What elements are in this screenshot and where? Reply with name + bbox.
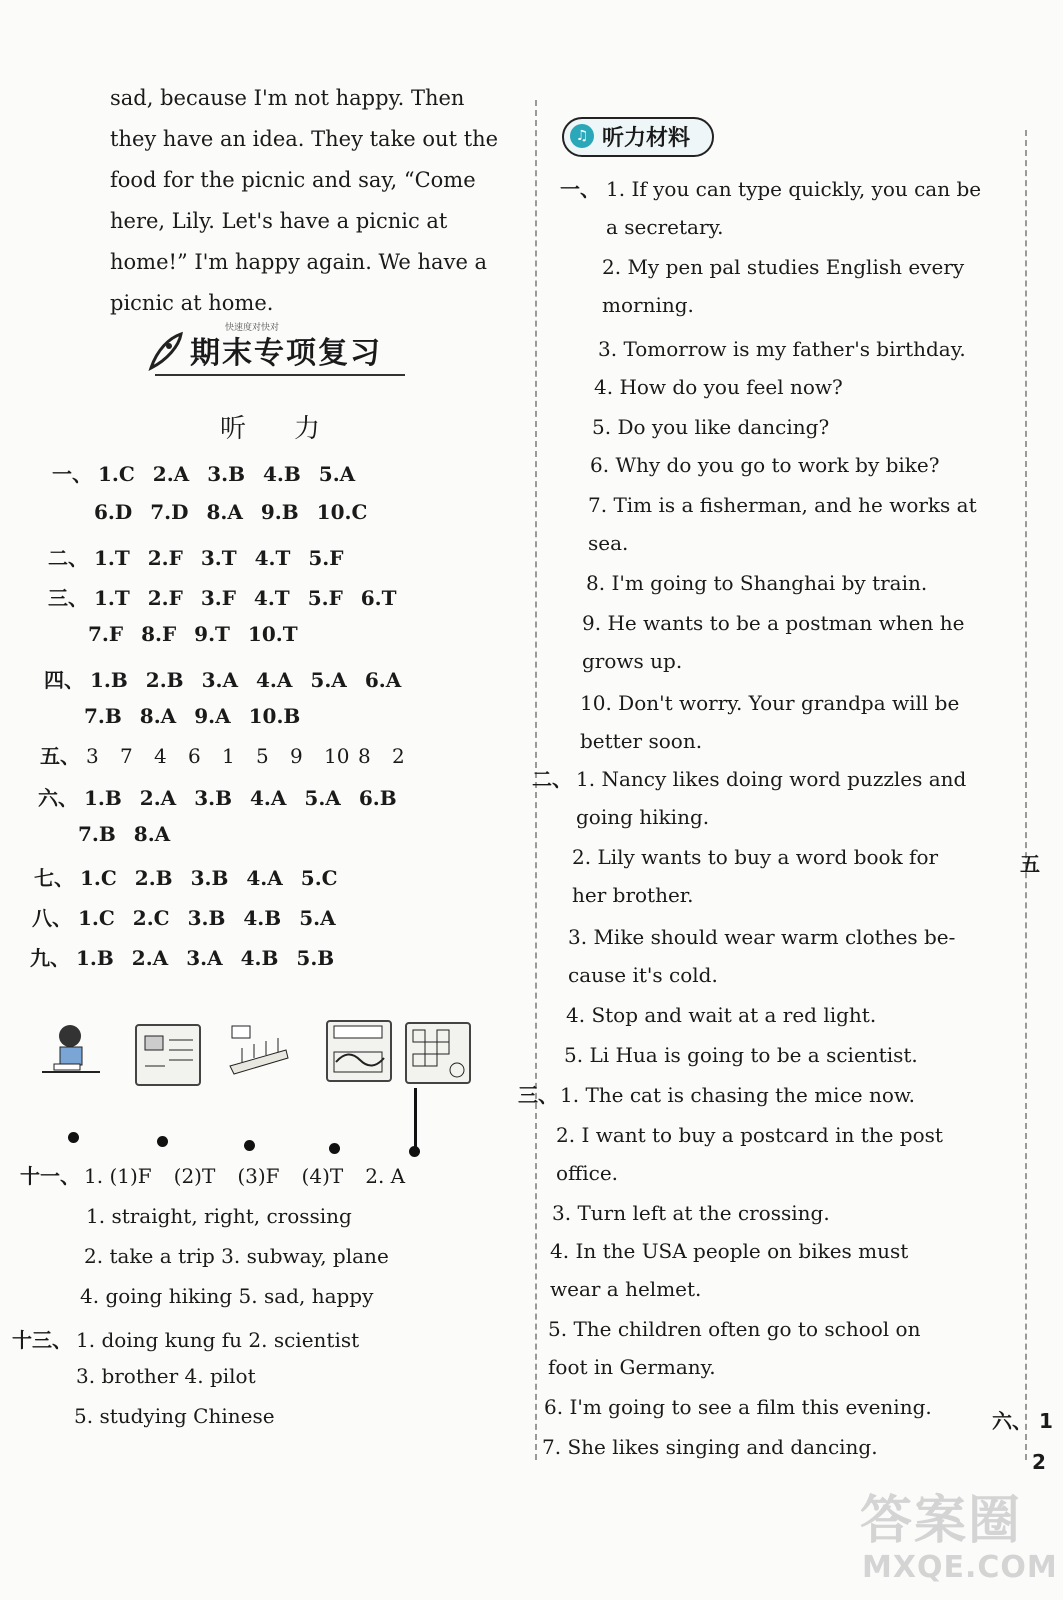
twelve-line: 4. going hiking 5. sad, happy bbox=[80, 1284, 374, 1308]
crossword-icon bbox=[405, 1022, 471, 1084]
seq-value: 4 bbox=[154, 744, 167, 768]
eleven-item: 2. A bbox=[365, 1164, 406, 1188]
match-dot bbox=[244, 1140, 255, 1151]
answer-item: 4.A bbox=[250, 786, 287, 810]
answer-item: 4.A bbox=[256, 668, 293, 692]
banner-title: 期末专项复习 bbox=[190, 336, 382, 371]
answer-item: 4.A bbox=[246, 866, 283, 890]
answer-row-label: 三、 bbox=[48, 586, 88, 610]
answer-item: 8.A bbox=[139, 704, 177, 728]
answer-row bbox=[32, 902, 354, 931]
page-number: 2 bbox=[1032, 1450, 1046, 1474]
answer-row-label: 六、 bbox=[38, 786, 78, 810]
watermark-logo-text: 答案圈 bbox=[860, 1491, 1023, 1551]
answer-item: 6.T bbox=[360, 586, 397, 610]
answer-row bbox=[94, 500, 385, 524]
script-sentence: 2. I want to buy a postcard in the post office. bbox=[556, 1123, 943, 1185]
answer-item: 3.T bbox=[200, 546, 237, 570]
answer-item: 1.C bbox=[98, 462, 135, 486]
rocket-icon bbox=[145, 330, 185, 374]
match-dot bbox=[68, 1132, 79, 1143]
seq-value: 8 bbox=[358, 744, 371, 768]
answer-item: 1.B bbox=[76, 946, 114, 970]
answer-row bbox=[44, 664, 419, 693]
answer-item: 5.B bbox=[296, 946, 335, 970]
script-sentence: 7. Tim is a fisherman, and he works at sea. bbox=[588, 493, 977, 555]
answer-row-label: 四、 bbox=[44, 668, 84, 692]
edge-label-five: 五 bbox=[1020, 852, 1040, 876]
watermark-url: MXQE.COM bbox=[862, 1550, 1058, 1585]
answer-item: 3.F bbox=[200, 586, 236, 610]
answer-item: 3.A bbox=[201, 668, 238, 692]
answer-item: 8.A bbox=[133, 822, 171, 846]
script-section-label: 一、 bbox=[560, 177, 600, 201]
eleven-item: (4)T bbox=[301, 1164, 344, 1188]
seq-value: 9 bbox=[290, 744, 303, 768]
match-dot bbox=[157, 1136, 168, 1147]
answer-item: 4.T bbox=[254, 546, 291, 570]
answer-item: 4.T bbox=[253, 586, 290, 610]
answer-row-label: 七、 bbox=[34, 866, 74, 890]
thirteen-line: 1. doing kung fu 2. scientist bbox=[76, 1328, 360, 1352]
answer-item: 4.B bbox=[240, 946, 279, 970]
script-sentence: 5. Li Hua is going to be a scientist. bbox=[564, 1043, 918, 1067]
answer-item: 9.B bbox=[260, 500, 299, 524]
answer-item: 1.C bbox=[78, 906, 115, 930]
script-sentence: 3. Mike should wear warm clothes be- cause it's cold. bbox=[568, 925, 956, 987]
answer-item: 10.C bbox=[316, 500, 368, 524]
twelve-line: 1. straight, right, crossing bbox=[86, 1204, 352, 1228]
answer-item: 7.B bbox=[78, 822, 116, 846]
answer-item: 10.B bbox=[248, 704, 301, 728]
script-sentence: 3. Tomorrow is my father's birthday. bbox=[598, 337, 966, 361]
watermark bbox=[850, 1478, 1058, 1593]
seq-value: 1 bbox=[222, 744, 235, 768]
script-sentence: 7. She likes singing and dancing. bbox=[542, 1435, 878, 1459]
answer-item: 2.F bbox=[147, 546, 183, 570]
answer-item: 5.A bbox=[318, 462, 356, 486]
answer-item: 4.B bbox=[263, 462, 301, 486]
eleven-item: (2)T bbox=[173, 1164, 216, 1188]
answer-item: 1.B bbox=[84, 786, 122, 810]
script-sentence: 1. Nancy likes doing word puzzles and going hiking. bbox=[576, 767, 967, 829]
answer-item: 1.T bbox=[94, 586, 130, 610]
twelve-line: 2. take a trip 3. subway, plane bbox=[84, 1244, 389, 1268]
answer-row-label: 二、 bbox=[48, 546, 88, 570]
answer-row bbox=[48, 582, 415, 611]
script-sentence: 2. Lily wants to buy a word book for her brother. bbox=[572, 845, 939, 907]
answer-item: 4.B bbox=[243, 906, 282, 930]
match-dot bbox=[329, 1143, 340, 1154]
banner-subtitle: 快速度对快对 bbox=[225, 323, 280, 333]
answer-item: 6.A bbox=[364, 668, 402, 692]
answer-item: 3.B bbox=[190, 866, 229, 890]
answer-item: 2.C bbox=[132, 906, 170, 930]
answer-item: 2.F bbox=[147, 586, 183, 610]
script-sentence: 1. The cat is chasing the mice now. bbox=[560, 1083, 915, 1107]
thirteen-line: 5. studying Chinese bbox=[74, 1404, 275, 1428]
headphones-icon: ♫ bbox=[570, 124, 594, 148]
script-sentence: 5. The children often go to school on foot in Germany. bbox=[548, 1317, 921, 1379]
seq-value: 10 bbox=[324, 744, 350, 768]
book-cover-icon bbox=[326, 1020, 392, 1082]
answer-item: 2.A bbox=[152, 462, 190, 486]
answer-item: 3.A bbox=[186, 946, 223, 970]
answer-item: 9.T bbox=[194, 622, 230, 646]
script-section-label: 二、 bbox=[532, 767, 572, 791]
answer-item: 7.B bbox=[84, 704, 122, 728]
answer-item: 5.C bbox=[300, 866, 338, 890]
answer-row-label: 九、 bbox=[30, 946, 70, 970]
listening-heading: 听力 bbox=[220, 414, 369, 444]
answer-item: 10.T bbox=[247, 622, 298, 646]
eleven-item: 1. (1)F bbox=[84, 1164, 152, 1188]
seq-value: 5 bbox=[256, 744, 269, 768]
script-sentence: 4. In the USA people on bikes must wear a helmet. bbox=[550, 1239, 909, 1301]
review-banner bbox=[145, 322, 405, 380]
script-sentence: 5. Do you like dancing? bbox=[592, 415, 830, 439]
answer-item: 3.B bbox=[207, 462, 245, 486]
script-sentence: 9. He wants to be a postman when he grows up. bbox=[582, 611, 965, 673]
eleven-item: (3)F bbox=[237, 1164, 280, 1188]
answer-row bbox=[38, 782, 415, 811]
answer-item: 1.T bbox=[94, 546, 130, 570]
answer-item: 2.B bbox=[134, 866, 173, 890]
match-line bbox=[414, 1088, 417, 1148]
answer-item: 8.F bbox=[141, 622, 177, 646]
answer-item: 6.B bbox=[358, 786, 397, 810]
script-sentence: 3. Turn left at the crossing. bbox=[552, 1201, 830, 1225]
script-sentence: 1. If you can type quickly, you can be a secretary. bbox=[606, 177, 982, 239]
thirteen-line: 3. brother 4. pilot bbox=[76, 1364, 256, 1388]
script-sentence: 2. My pen pal studies English every morning. bbox=[602, 255, 965, 317]
sequence-label: 五、 bbox=[40, 744, 80, 768]
script-sentence: 10. Don't worry. Your grandpa will be better soon. bbox=[580, 691, 960, 753]
seq-value: 7 bbox=[120, 744, 133, 768]
section-thirteen bbox=[12, 1324, 359, 1353]
answer-item: 3.B bbox=[187, 906, 226, 930]
answer-item: 6.D bbox=[94, 500, 133, 524]
answer-item: 1.C bbox=[80, 866, 117, 890]
answer-item: 2.A bbox=[131, 946, 169, 970]
postcard-icon bbox=[135, 1024, 201, 1086]
answer-item: 5.F bbox=[308, 546, 344, 570]
script-sentence: 6. I'm going to see a film this evening. bbox=[544, 1395, 932, 1419]
answer-item: 5.A bbox=[304, 786, 341, 810]
section-eleven bbox=[20, 1160, 405, 1189]
section-title: 听力材料 bbox=[602, 126, 691, 151]
answer-row bbox=[48, 542, 361, 571]
script-sentence: 6. Why do you go to work by bike? bbox=[590, 453, 940, 477]
answer-item: 3.B bbox=[194, 786, 232, 810]
answer-row bbox=[78, 822, 188, 846]
boy-reading-icon bbox=[40, 1020, 102, 1078]
seq-value: 2 bbox=[392, 744, 405, 768]
left-column bbox=[0, 0, 530, 1600]
picture-row bbox=[30, 1018, 470, 1088]
eleven-label: 十一、 bbox=[20, 1164, 80, 1188]
answer-item: 7.F bbox=[88, 622, 124, 646]
seq-value: 6 bbox=[188, 744, 201, 768]
answer-item: 2.A bbox=[139, 786, 177, 810]
column-divider bbox=[1025, 130, 1027, 1460]
answer-item: 2.B bbox=[145, 668, 184, 692]
script-sentence: 4. How do you feel now? bbox=[594, 375, 843, 399]
answer-item: 7.D bbox=[150, 500, 189, 524]
seq-value: 3 bbox=[86, 744, 99, 768]
answer-row bbox=[30, 942, 352, 971]
script-section-label: 三、 bbox=[518, 1083, 558, 1107]
edge-label-six: 六、 1 bbox=[992, 1409, 1053, 1433]
answer-row bbox=[84, 704, 318, 728]
listening-material-title bbox=[562, 117, 714, 157]
answer-row bbox=[34, 862, 356, 891]
story-paragraph: sad, because I'm not happy. Then they have an idea. They take out the food for the picnic and say, “Come here, Lily. Let's have a picnic at home!” I'm happy again. We have a picnic at home. bbox=[110, 86, 499, 315]
answer-item: 9.A bbox=[194, 704, 231, 728]
answer-item: 1.B bbox=[90, 668, 128, 692]
script-sentence: 8. I'm going to Shanghai by train. bbox=[586, 571, 928, 595]
script-sentence: 4. Stop and wait at a red light. bbox=[566, 1003, 877, 1027]
thirteen-label: 十三、 bbox=[12, 1328, 72, 1352]
answer-row bbox=[88, 622, 316, 646]
answer-item: 5.F bbox=[307, 586, 343, 610]
answer-row-label: 八、 bbox=[32, 906, 72, 930]
answer-row-label: 一、 bbox=[52, 462, 92, 486]
boat-race-icon bbox=[228, 1022, 290, 1080]
answer-item: 5.A bbox=[299, 906, 336, 930]
answer-row bbox=[52, 458, 373, 487]
answer-item: 8.A bbox=[206, 500, 243, 524]
answer-item: 5.A bbox=[310, 668, 347, 692]
sequence-row bbox=[40, 740, 426, 769]
banner-underline bbox=[155, 374, 405, 376]
